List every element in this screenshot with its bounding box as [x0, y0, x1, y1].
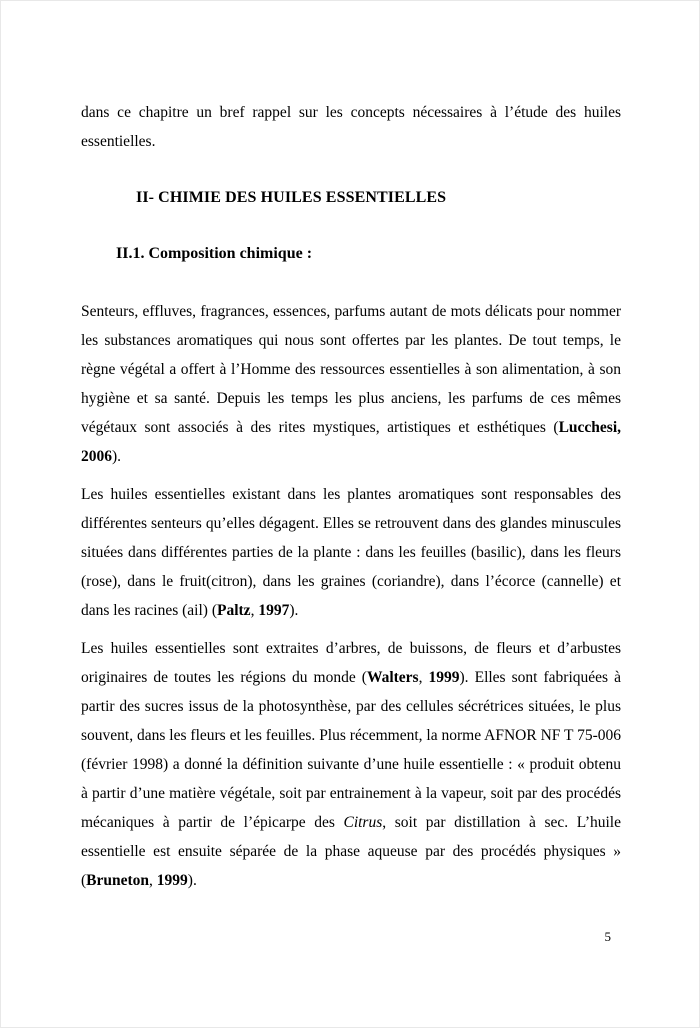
text-segment-normal: ).: [112, 448, 122, 465]
text-segment-normal: ).: [187, 872, 197, 889]
text-segment-italic: Citrus: [343, 814, 383, 831]
text-segment-normal: Les huiles essentielles existant dans les plantes aromatiques sont responsables des différentes senteurs qu’elles dégagent. Elles se retrouvent dans des glandes minuscules situées dans différentes parties de la plante : dans les feuilles (basilic), dans les fleurs (rose), dans le fruit(citron), dans les graines (coriandre), dans l’écorce (cannelle) et dans les racines (ail) (: [81, 486, 621, 619]
text-segment-bold: Paltz: [217, 602, 251, 619]
body-paragraphs: [81, 297, 621, 895]
text-segment-bold: Walters: [366, 669, 419, 686]
paragraph: [81, 480, 621, 625]
text-segment-normal: Les huiles essentielles sont extraites d’arbres, de buissons, de fleurs et d’arbustes originaires de toutes les régions du monde (: [81, 640, 621, 686]
text-segment-normal: ). Elles sont fabriquées à partir des sucres issus de la photosynthèse, par des cellules sécrétrices situées, le plus souvent, dans les fleurs et les feuilles. Plus récemment, la norme AFNOR NF T 75-006 (février 1998) a donné la définition suivante d’une huile essentielle : « produit obtenu à partir d’une matière végétale, soit par entrainement à la vapeur, soit par des procédés mécaniques à partir de l’épicarpe des: [81, 669, 621, 831]
text-segment-bold: Bruneton: [86, 872, 150, 889]
text-segment-normal: ,: [250, 602, 259, 619]
text-segment-bold: 1999: [428, 669, 460, 686]
text-segment-normal: ).: [289, 602, 299, 619]
paragraph: [81, 634, 621, 895]
text-segment-normal: ,: [149, 872, 157, 889]
text-segment-normal: Senteurs, effluves, fragrances, essences, parfums autant de mots délicats pour nommer les substances aromatiques qui nous sont offertes par les plantes. De tout temps, le règne végétal a offert à l’Homme des ressources essentielles à son alimentation, à son hygiène et sa santé. Depuis les temps les plus anciens, les parfums de ces mêmes végétaux sont associés à des rites mystiques, artistiques et esthétiques (: [81, 303, 621, 436]
subsection-heading: II.1. Composition chimique :: [116, 245, 313, 262]
text-segment-bold: 1999: [156, 872, 188, 889]
paragraph: [81, 297, 621, 471]
text-segment-bold: Lucchesi, 2006: [81, 419, 621, 465]
intro-paragraph: dans ce chapitre un bref rappel sur les concepts nécessaires à l’étude des huiles essentielles.: [81, 104, 621, 150]
section-heading: II- CHIMIE DES HUILES ESSENTIELLES: [136, 189, 447, 206]
text-segment-bold: 1997: [258, 602, 290, 619]
page-number: 5: [604, 929, 611, 944]
text-segment-normal: ,: [418, 669, 429, 686]
text-segment-normal: , soit par distillation à sec. L’huile essentielle est ensuite séparée de la phase aqueuse par des procédés physiques » (: [81, 814, 621, 889]
